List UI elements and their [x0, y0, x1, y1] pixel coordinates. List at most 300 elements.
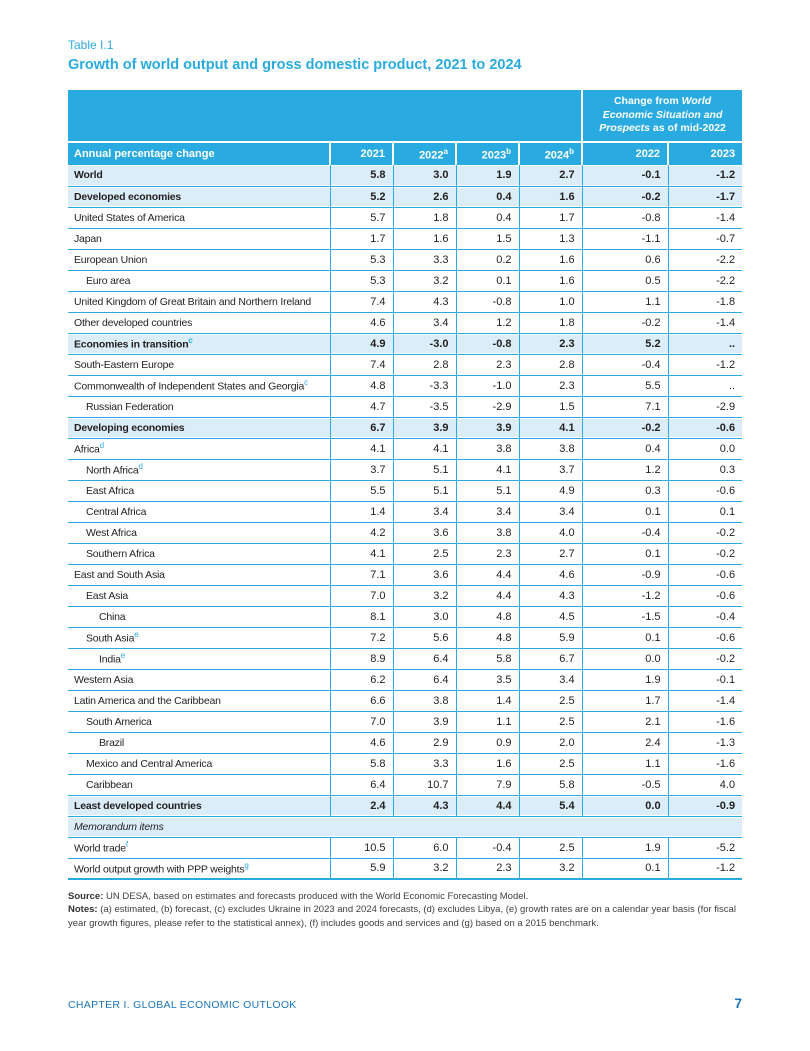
value-cell: 1.6: [393, 228, 456, 249]
table-row: [68, 543, 742, 564]
value-cell: 1.6: [456, 753, 519, 774]
value-cell: -0.9: [582, 564, 668, 585]
value-cell: 4.9: [330, 333, 393, 354]
row-label: United Kingdom of Great Britain and Northern Ireland: [68, 291, 330, 312]
notes-text: (a) estimated, (b) forecast, (c) excludes Ukraine in 2023 and 2024 forecasts, (d) excludes Libya, (e) growth rates are on a calendar year basis (for fiscal year growth figures, please refer to the statistical annex), (f) includes goods and services and (g) based on a 2015 benchmark.: [68, 904, 736, 929]
chapter-title: CHAPTER I. GLOBAL ECONOMIC OUTLOOK: [68, 999, 297, 1011]
value-cell: 4.1: [519, 417, 582, 438]
value-cell: 3.9: [456, 417, 519, 438]
value-cell: 1.6: [519, 249, 582, 270]
value-cell: 3.8: [393, 690, 456, 711]
value-cell: -1.3: [668, 732, 742, 753]
value-cell: -0.2: [668, 522, 742, 543]
value-cell: 4.6: [519, 564, 582, 585]
value-cell: 10.5: [330, 837, 393, 858]
growth-table: [68, 90, 742, 880]
table-row: [68, 732, 742, 753]
value-cell: -0.8: [456, 333, 519, 354]
value-cell: -0.4: [582, 522, 668, 543]
value-cell: 4.1: [393, 438, 456, 459]
value-cell: 5.1: [393, 480, 456, 501]
value-cell: 3.4: [519, 669, 582, 690]
value-cell: 0.2: [456, 249, 519, 270]
column-header-year: 2024$^b$: [519, 142, 582, 165]
value-cell: 1.8: [519, 312, 582, 333]
value-cell: 0.4: [582, 438, 668, 459]
value-cell: 0.0: [668, 438, 742, 459]
row-label: Russian Federation: [68, 396, 330, 417]
value-cell: 3.2: [393, 858, 456, 879]
value-cell: 4.2: [330, 522, 393, 543]
value-cell: -0.6: [668, 627, 742, 648]
table-row: [68, 417, 742, 438]
value-cell: 5.2: [582, 333, 668, 354]
value-cell: 2.5: [519, 690, 582, 711]
value-cell: 0.5: [582, 270, 668, 291]
value-cell: 4.8: [330, 375, 393, 396]
value-cell: 0.0: [582, 795, 668, 816]
header-spacer: [68, 90, 582, 142]
value-cell: -0.2: [582, 417, 668, 438]
memo-section-label: Memorandum items: [68, 816, 742, 837]
value-cell: -2.9: [456, 396, 519, 417]
table-row: [68, 606, 742, 627]
value-cell: 4.4: [456, 585, 519, 606]
value-cell: 1.4: [330, 501, 393, 522]
change-header-prefix: Change from: [613, 95, 682, 108]
table-row: [68, 585, 742, 606]
value-cell: 4.0: [519, 522, 582, 543]
value-cell: 6.0: [393, 837, 456, 858]
value-cell: 8.9: [330, 648, 393, 669]
value-cell: 3.4: [393, 312, 456, 333]
row-label: Developed economies: [68, 186, 330, 207]
value-cell: 3.5: [456, 669, 519, 690]
value-cell: 4.0: [668, 774, 742, 795]
table-notes: [68, 890, 742, 930]
value-cell: -0.6: [668, 564, 742, 585]
value-cell: 2.7: [519, 543, 582, 564]
value-cell: -0.2: [668, 543, 742, 564]
row-label: United States of America: [68, 207, 330, 228]
value-cell: 4.3: [393, 291, 456, 312]
value-cell: 6.4: [330, 774, 393, 795]
value-cell: 2.8: [393, 354, 456, 375]
value-cell: 7.2: [330, 627, 393, 648]
value-cell: 10.7: [393, 774, 456, 795]
value-cell: ..: [668, 375, 742, 396]
table-row: [68, 354, 742, 375]
column-header-year: 2023$^b$: [456, 142, 519, 165]
value-cell: -0.9: [668, 795, 742, 816]
row-label: China: [68, 606, 330, 627]
table-row: [68, 438, 742, 459]
value-cell: 5.5: [330, 480, 393, 501]
table-row: [68, 501, 742, 522]
value-cell: 1.1: [456, 711, 519, 732]
table-row: [68, 816, 742, 837]
value-cell: 2.5: [519, 753, 582, 774]
row-label: Least developed countries: [68, 795, 330, 816]
value-cell: -2.9: [668, 396, 742, 417]
row-label: Central Africa: [68, 501, 330, 522]
table-row: [68, 858, 742, 879]
value-cell: 3.0: [393, 606, 456, 627]
source-line: [68, 890, 742, 903]
value-cell: 7.4: [330, 354, 393, 375]
table-row: [68, 564, 742, 585]
value-cell: 3.2: [393, 270, 456, 291]
row-label: South Asia$^e$: [68, 627, 330, 648]
value-cell: 1.8: [393, 207, 456, 228]
value-cell: 0.6: [582, 249, 668, 270]
value-cell: 3.4: [456, 501, 519, 522]
value-cell: 4.9: [519, 480, 582, 501]
value-cell: 0.3: [582, 480, 668, 501]
table-row: [68, 291, 742, 312]
row-label: East Africa: [68, 480, 330, 501]
value-cell: 0.4: [456, 186, 519, 207]
value-cell: 3.4: [519, 501, 582, 522]
row-label: North Africa$^d$: [68, 459, 330, 480]
row-label: World trade$^f$: [68, 837, 330, 858]
value-cell: 2.5: [519, 711, 582, 732]
value-cell: 6.2: [330, 669, 393, 690]
column-header-row: [68, 142, 742, 165]
value-cell: 3.0: [393, 165, 456, 186]
value-cell: -0.7: [668, 228, 742, 249]
value-cell: 0.1: [582, 858, 668, 879]
value-cell: 0.1: [456, 270, 519, 291]
value-cell: 2.1: [582, 711, 668, 732]
value-cell: -3.3: [393, 375, 456, 396]
value-cell: 6.6: [330, 690, 393, 711]
table-row: [68, 648, 742, 669]
footnote-marker: d: [99, 441, 105, 451]
value-cell: 3.8: [456, 438, 519, 459]
value-cell: -1.8: [668, 291, 742, 312]
table-row: [68, 375, 742, 396]
value-cell: 2.7: [519, 165, 582, 186]
row-label: South-Eastern Europe: [68, 354, 330, 375]
table-row: [68, 627, 742, 648]
value-cell: 1.1: [582, 291, 668, 312]
row-label: Mexico and Central America: [68, 753, 330, 774]
value-cell: -2.2: [668, 270, 742, 291]
value-cell: -0.1: [582, 165, 668, 186]
value-cell: -0.8: [456, 291, 519, 312]
table-row: [68, 711, 742, 732]
change-header-suffix: as of mid-2022: [650, 122, 726, 135]
value-cell: -0.6: [668, 480, 742, 501]
table-row: [68, 837, 742, 858]
value-cell: 5.8: [456, 648, 519, 669]
value-cell: 7.0: [330, 585, 393, 606]
value-cell: 5.3: [330, 249, 393, 270]
value-cell: ..: [668, 333, 742, 354]
value-cell: 2.6: [393, 186, 456, 207]
footnote-marker: e: [120, 651, 126, 661]
value-cell: 4.3: [393, 795, 456, 816]
value-cell: 3.8: [519, 438, 582, 459]
table-body: [68, 165, 742, 879]
value-cell: 3.2: [519, 858, 582, 879]
value-cell: 5.7: [330, 207, 393, 228]
row-label: Southern Africa: [68, 543, 330, 564]
value-cell: 7.9: [456, 774, 519, 795]
value-cell: -1.4: [668, 690, 742, 711]
row-label: Latin America and the Caribbean: [68, 690, 330, 711]
value-cell: -0.2: [582, 312, 668, 333]
row-label: World output growth with PPP weights$^g$: [68, 858, 330, 879]
table-row: [68, 207, 742, 228]
value-cell: 4.1: [330, 438, 393, 459]
value-cell: 1.6: [519, 270, 582, 291]
footnote-marker: f: [125, 840, 129, 850]
value-cell: 0.3: [668, 459, 742, 480]
value-cell: 2.3: [456, 354, 519, 375]
value-cell: 1.7: [519, 207, 582, 228]
row-label: Japan: [68, 228, 330, 249]
value-cell: 4.4: [456, 795, 519, 816]
value-cell: -1.5: [582, 606, 668, 627]
value-cell: -0.2: [582, 186, 668, 207]
value-cell: 3.9: [393, 711, 456, 732]
value-cell: 2.8: [519, 354, 582, 375]
source-label: Source:: [68, 891, 104, 902]
value-cell: 7.4: [330, 291, 393, 312]
column-header-year: 2022: [582, 142, 668, 165]
value-cell: 2.5: [519, 837, 582, 858]
value-cell: -0.5: [582, 774, 668, 795]
table-header: [68, 90, 742, 165]
value-cell: -0.4: [668, 606, 742, 627]
table-row: [68, 522, 742, 543]
table-row: [68, 669, 742, 690]
row-label: India$^e$: [68, 648, 330, 669]
value-cell: 6.4: [393, 648, 456, 669]
footnote-marker: c: [304, 378, 309, 388]
row-label: Africa$^d$: [68, 438, 330, 459]
row-label: European Union: [68, 249, 330, 270]
value-cell: 5.8: [330, 165, 393, 186]
footnote-marker: a: [443, 146, 448, 156]
value-cell: 3.4: [393, 501, 456, 522]
value-cell: -5.2: [668, 837, 742, 858]
footnote-marker: c: [188, 336, 193, 346]
value-cell: -1.0: [456, 375, 519, 396]
value-cell: 5.1: [456, 480, 519, 501]
value-cell: 2.3: [519, 375, 582, 396]
value-cell: 5.6: [393, 627, 456, 648]
value-cell: -0.4: [456, 837, 519, 858]
row-label: Euro area: [68, 270, 330, 291]
column-header-year: 2022$^a$: [393, 142, 456, 165]
row-label: Brazil: [68, 732, 330, 753]
footnote-marker: b: [569, 146, 575, 156]
value-cell: -0.6: [668, 417, 742, 438]
table-row: [68, 396, 742, 417]
value-cell: 5.2: [330, 186, 393, 207]
value-cell: 7.0: [330, 711, 393, 732]
table-row: [68, 795, 742, 816]
column-header-year: 2023: [668, 142, 742, 165]
value-cell: 3.2: [393, 585, 456, 606]
value-cell: 0.0: [582, 648, 668, 669]
value-cell: 5.9: [330, 858, 393, 879]
value-cell: 2.4: [582, 732, 668, 753]
value-cell: 5.3: [330, 270, 393, 291]
table-row: [68, 480, 742, 501]
notes-label: Notes:: [68, 904, 98, 916]
value-cell: 2.4: [330, 795, 393, 816]
value-cell: 0.1: [668, 501, 742, 522]
table-row: [68, 333, 742, 354]
value-cell: 4.1: [330, 543, 393, 564]
row-label: East and South Asia: [68, 564, 330, 585]
table-row: [68, 690, 742, 711]
value-cell: 3.9: [393, 417, 456, 438]
value-cell: 8.1: [330, 606, 393, 627]
value-cell: -1.1: [582, 228, 668, 249]
value-cell: -3.0: [393, 333, 456, 354]
row-label: Commonwealth of Independent States and Georgia$^c$: [68, 375, 330, 396]
table-row: [68, 249, 742, 270]
table-row: [68, 312, 742, 333]
value-cell: -1.4: [668, 207, 742, 228]
row-label: Economies in transition$^c$: [68, 333, 330, 354]
value-cell: 3.7: [519, 459, 582, 480]
row-label: East Asia: [68, 585, 330, 606]
value-cell: 6.7: [330, 417, 393, 438]
value-cell: 5.8: [519, 774, 582, 795]
value-cell: 2.0: [519, 732, 582, 753]
value-cell: -1.7: [668, 186, 742, 207]
value-cell: -1.2: [668, 858, 742, 879]
value-cell: 7.1: [330, 564, 393, 585]
value-cell: 6.7: [519, 648, 582, 669]
footnote-marker: b: [506, 146, 511, 156]
publication-name: World Economic Situation and Prospects: [599, 95, 723, 135]
table-row: [68, 774, 742, 795]
value-cell: -0.4: [582, 354, 668, 375]
row-label: Western Asia: [68, 669, 330, 690]
value-cell: 3.8: [456, 522, 519, 543]
value-cell: -1.4: [668, 312, 742, 333]
value-cell: 2.3: [456, 543, 519, 564]
value-cell: 7.1: [582, 396, 668, 417]
value-cell: 1.9: [456, 165, 519, 186]
value-cell: 1.2: [456, 312, 519, 333]
value-cell: -2.2: [668, 249, 742, 270]
table-number-label: Table I.1: [68, 38, 114, 52]
value-cell: 5.4: [519, 795, 582, 816]
value-cell: 0.4: [456, 207, 519, 228]
value-cell: -0.8: [582, 207, 668, 228]
value-cell: 3.3: [393, 249, 456, 270]
value-cell: 5.8: [330, 753, 393, 774]
value-cell: 1.2: [582, 459, 668, 480]
column-header-label: Annual percentage change: [68, 142, 330, 165]
value-cell: 1.9: [582, 837, 668, 858]
value-cell: 0.1: [582, 627, 668, 648]
value-cell: 1.9: [582, 669, 668, 690]
value-cell: 1.5: [456, 228, 519, 249]
header-top-row: [68, 90, 742, 142]
value-cell: 2.3: [456, 858, 519, 879]
value-cell: 5.9: [519, 627, 582, 648]
value-cell: 2.5: [393, 543, 456, 564]
value-cell: 5.1: [393, 459, 456, 480]
value-cell: 4.6: [330, 312, 393, 333]
value-cell: 1.7: [330, 228, 393, 249]
value-cell: 1.7: [582, 690, 668, 711]
value-cell: -1.2: [668, 354, 742, 375]
value-cell: -1.6: [668, 753, 742, 774]
value-cell: 4.6: [330, 732, 393, 753]
value-cell: -0.2: [668, 648, 742, 669]
value-cell: 3.7: [330, 459, 393, 480]
row-label: West Africa: [68, 522, 330, 543]
value-cell: 3.6: [393, 564, 456, 585]
value-cell: 4.7: [330, 396, 393, 417]
value-cell: -0.1: [668, 669, 742, 690]
notes-line: [68, 903, 742, 930]
value-cell: 3.6: [393, 522, 456, 543]
value-cell: 4.5: [519, 606, 582, 627]
row-label: Caribbean: [68, 774, 330, 795]
value-cell: 5.5: [582, 375, 668, 396]
value-cell: 6.4: [393, 669, 456, 690]
value-cell: 1.6: [519, 186, 582, 207]
value-cell: 4.8: [456, 606, 519, 627]
value-cell: -0.6: [668, 585, 742, 606]
value-cell: 2.3: [519, 333, 582, 354]
value-cell: 1.3: [519, 228, 582, 249]
value-cell: 4.8: [456, 627, 519, 648]
value-cell: 0.1: [582, 543, 668, 564]
table-row: [68, 753, 742, 774]
change-from-header: [582, 90, 742, 142]
page-footer: [68, 996, 742, 1011]
value-cell: -1.2: [668, 165, 742, 186]
value-cell: 4.1: [456, 459, 519, 480]
value-cell: 4.4: [456, 564, 519, 585]
value-cell: -1.2: [582, 585, 668, 606]
footnote-marker: d: [138, 462, 143, 472]
table-row: [68, 186, 742, 207]
table-row: [68, 228, 742, 249]
value-cell: 2.9: [393, 732, 456, 753]
value-cell: 1.4: [456, 690, 519, 711]
value-cell: 1.1: [582, 753, 668, 774]
row-label: Other developed countries: [68, 312, 330, 333]
table-row: [68, 270, 742, 291]
footnote-marker: e: [134, 630, 139, 640]
value-cell: 1.5: [519, 396, 582, 417]
column-header-year: 2021: [330, 142, 393, 165]
value-cell: 4.3: [519, 585, 582, 606]
row-label: South America: [68, 711, 330, 732]
row-label: World: [68, 165, 330, 186]
value-cell: 0.1: [582, 501, 668, 522]
value-cell: 1.0: [519, 291, 582, 312]
row-label: Developing economies: [68, 417, 330, 438]
source-text: UN DESA, based on estimates and forecasts produced with the World Economic Forecasting Model.: [103, 891, 529, 902]
value-cell: -1.6: [668, 711, 742, 732]
page-number: 7: [734, 996, 742, 1011]
value-cell: -3.5: [393, 396, 456, 417]
